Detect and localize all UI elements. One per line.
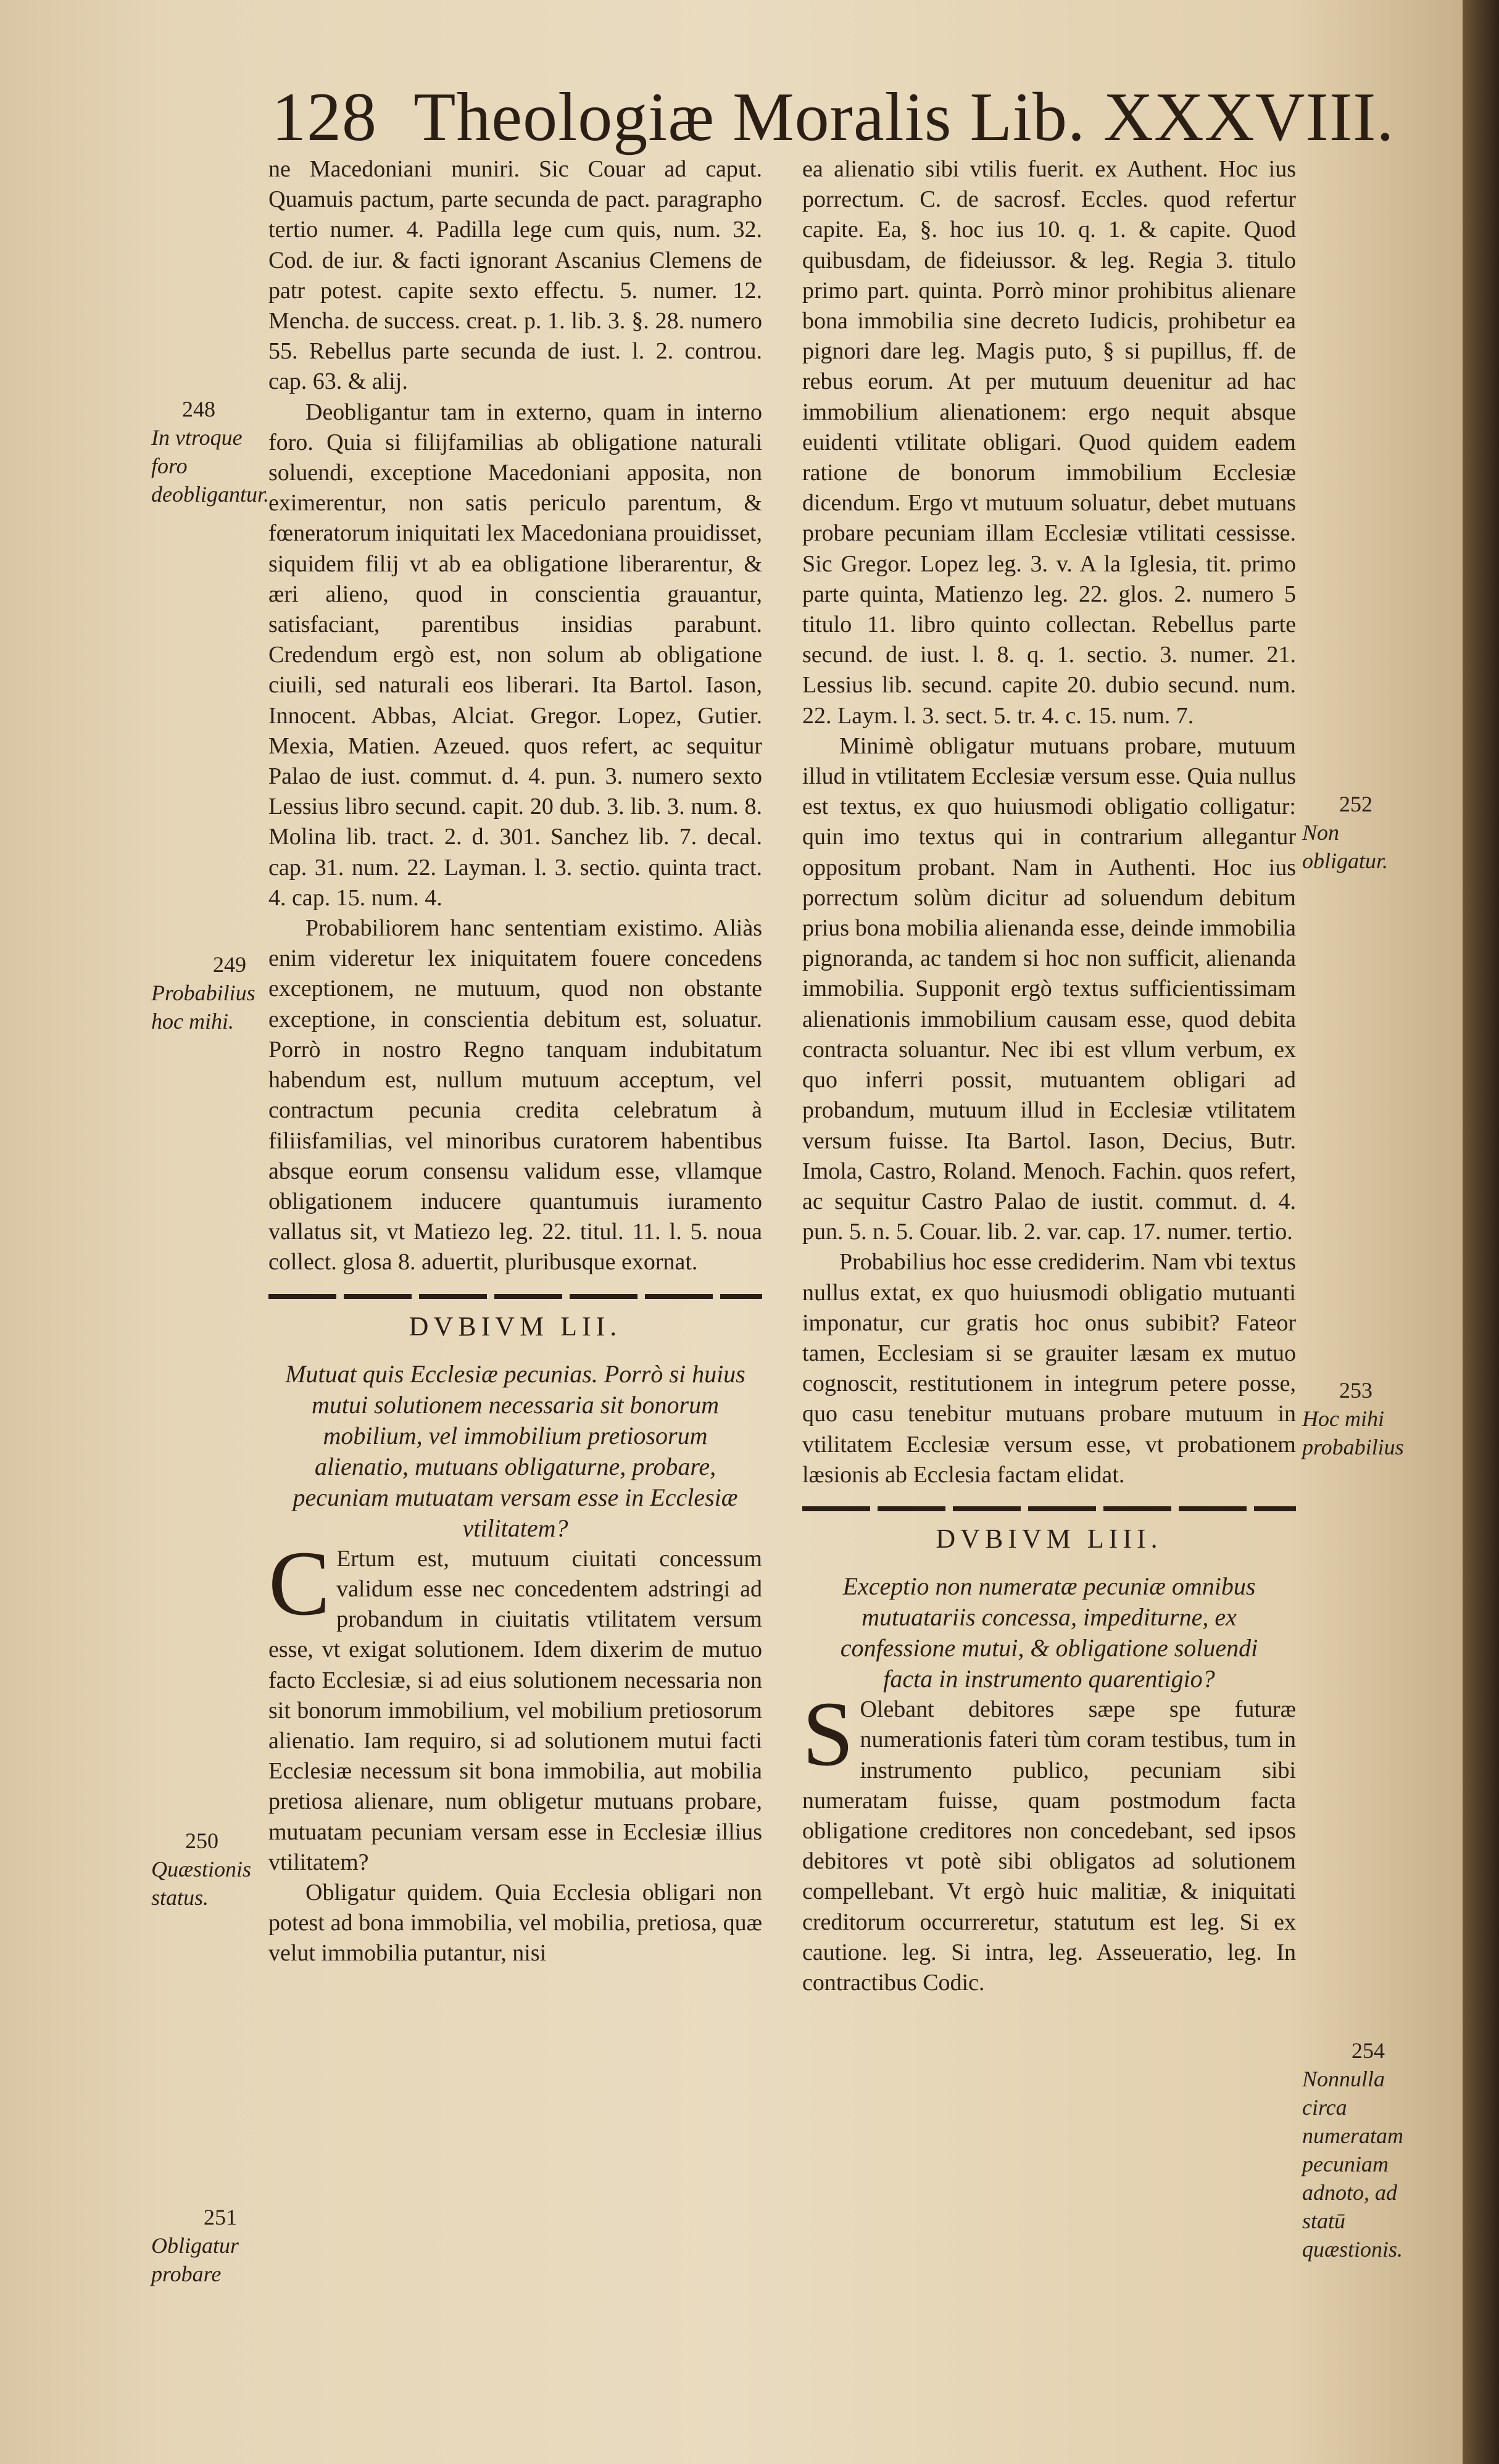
margin-note [1302,1376,1419,1461]
section-heading: DVBIVM LIII. [936,1523,1163,1554]
paragraph: S Olebant debitores sæpe spe futuræ numerationis fateri tùm coram testibus, tum in instrumento publico, pecuniam sibi numeratam fuisse, quam postmodum facta obligatione creditores non concedebant, sed ipsos debitores vt potè sibi obligatos ad solutionem compellebant. Vt ergò huic malitiæ, & iniquitati creditorum occurreretur, statutum est leg. Si ex cautione. leg. Si intra, leg. Asseueratio, leg. In contractibus Codic. [802,1683,1296,1996]
margin-number: 248 [182,397,215,421]
page-number: 128 [272,79,377,156]
margin-note [151,2203,268,2288]
margin-note [151,1827,268,1912]
section-divider [802,1506,1296,1511]
left-column [268,154,762,1969]
right-column [802,154,1296,1998]
margin-note [1302,790,1419,875]
margin-note-text: Nonnulla circa numeratam pecuniam adnoto, ad statū quæstionis. [1302,2067,1403,2262]
paragraph: C Ertum est, mutuum ciuitati concessum validum esse nec concedentem adstringi ad probandum in ciuitatis vtilitatem versum esse, vt exigat solutionem. Idem dixerim de mutuo facto Ecclesiæ, si ad eius solutionem necessaria non sit bonorum immobilium, vel mobilium pretiosorum alienatio. Iam requiro, si ad solutionem mutui facti Ecclesiæ necessum sit bona immobilia, aut mobilia pretiosa alienare, num obligetur mutuans probare, mutuatam pecuniam versam esse in Ecclesiæ illius vtilitatem? [268,1532,762,1875]
margin-note-text: Quæstionis status. [151,1857,252,1910]
paragraph: Obligatur quidem. Quia Ecclesia obligari non potest ad bona immobilia, vel mobilia, pretiosa, quæ velut immobilia putantur, nisi [268,1879,762,1967]
margin-number: 252 [1339,792,1372,816]
paragraph: ea alienatio sibi vtilis fuerit. ex Authent. Hoc ius porrectum. C. de sacrosf. Eccles. quod refertur capite. Ea, §. hoc ius 10. q. 1. & capite. Quod quibusdam, de fideiussor. & leg. Regia 3. titulo primo part. quinta. Porrò minor prohibitus alienare bona immobilia sine decreto Iudicis, prohibetur ea pignori dare leg. Magis puto, § si pupillus, ff. de rebus eorum. At per mutuum deuenitur ad hac immobilium alienationem: ergo nequit absque euidenti vtilitate obligari. Quod quidem eadem ratione de bonorum immobilium Ecclesiæ dicendum. Ergo vt mutuum soluatur, debet mutuans probare pecuniam illam Ecclesiæ vtilitati cessisse. Sic Gregor. Lopez leg. 3. v. A la Iglesia, tit. primo parte quinta, Matienzo leg. 22. glos. 2. numero 5 titulo 11. libro quinto collectan. Rebellus parte secund. de iust. l. 8. q. 1. sectio. 3. numer. 21. Lessius lib. secund. capite 20. dubio secund. num. 22. Laym. l. 3. sect. 5. tr. 4. c. 15. num. 7. [802,156,1296,729]
paragraph: Probabilius hoc esse crediderim. Nam vbi textus nullus extat, ex quo huiusmodi obligatio mutuanti imponatur, cur gratis hoc onus subibit? Fateor tamen, Ecclesiam si se grauiter læsam ex mutuo cognoscit, restitutionem in integrum petere posse, quo casu tenebitur mutuans probare mutuum in vtilitatem Ecclesiæ versum esse, vt probationem læsionis ab Ecclesia factam elidat. [802,1249,1296,1488]
section-divider [268,1294,762,1299]
margin-number: 250 [185,1828,218,1853]
running-title: Theologiæ Moralis Lib. XXXVIII. [413,79,1395,156]
paragraph: Minimè obligatur mutuans probare, mutuum illud in vtilitatem Ecclesiæ versum esse. Quia nullus est textus, ex quo huiusmodi obligatio colligatur: quin imo textus qui in contrarium allegantur oppositum probant. Nam in Authenti. Hoc ius porrectum solùm dicitur ad soluendum debitum prius bona mobilia alienanda esse, deinde immobilia pignoranda, ac tandem si hoc non sufficit, alienanda immobilia. Supponit ergò textus sufficientissimam alienationis immobilium causam esse, quod debita contracta soluantur. Nec ibi est vllum verbum, ex quo inferri possit, mutuantem obligari ad probandum, mutuum illud in Ecclesiæ vtilitatem versum fuisse. Ita Bartol. Iason, Decius, Butr. Imola, Castro, Roland. Menoch. Fachin. quos refert, ac sequitur Castro Palao de iustit. commut. d. 4. pun. 5. n. 5. Couar. lib. 2. var. cap. 17. numer. tertio. [802,732,1296,1245]
section-question: Mutuat quis Ecclesiæ pecunias. Porrò si huius mutui solutionem necessaria sit bonorum mobilium, vel immobilium pretiosorum alienatio, mutuans obligaturne, probare, pecuniam mutuatam versam esse in Ecclesiæ vtilitatem? [285,1359,745,1542]
section-heading: DVBIVM LII. [409,1311,622,1342]
margin-note-text: Hoc mihi probabilius [1302,1406,1404,1459]
margin-note-text: In vtroque foro deobligantur. [151,425,270,507]
paragraph: ne Macedoniani muniri. Sic Couar ad caput. Quamuis pactum, parte secunda de pact. paragrapho tertio numer. 4. Padilla lege cum quis, num. 32. Cod. de iur. & facti ignorant Ascanius Clemens de patr potest. capite sexto effectu. 5. numer. 12. Mencha. de success. creat. p. 1. lib. 3. §. 28. numero 55. Rebellus parte secunda de iust. l. 2. controu. cap. 63. & alij. [268,156,762,395]
margin-number: 251 [204,2205,237,2230]
drop-cap: S [802,1683,854,1786]
margin-note [151,950,268,1035]
running-header [272,74,1395,160]
drop-cap: C [268,1532,331,1635]
margin-note-text: Non obligatur. [1302,820,1389,873]
margin-note-text: Obligatur probare [151,2233,239,2286]
margin-note-text: Probabilius hoc mihi. [151,981,255,1034]
paragraph: Probabiliorem hanc sententiam existimo. Aliàs enim videretur lex iniquitatem fouere concedens exceptionem, ne mutuum, quod non obstante exceptione, in conscientia debitum est, soluatur. Porrò in nostro Regno tanquam indubitatum habendum est, nullum mutuum acceptum, vel contractum pecunia credita celebratum à filiisfamilias, vel minoribus curatorem habentibus absque eorum consensu validum esse, vllamque obligationem inducere quantumuis iuramento vallatus sit, vt Matiezo leg. 22. titul. 11. l. 5. noua collect. glosa 8. aduertit, pluribusque exornat. [268,915,762,1276]
margin-number: 254 [1352,2038,1385,2063]
section-question: Exceptio non numeratæ pecuniæ omnibus mutuatariis concessa, impediturne, ex confessione mutui, & obligatione soluendi facta in instrumento quarentigio? [840,1572,1258,1693]
margin-note [1302,2036,1419,2263]
paragraph: Deobligantur tam in externo, quam in interno foro. Quia si filijfamilias ab obligatione naturali soluendi, exceptione Macedoniani apposita, non eximerentur, non satis periculo parentum, & fœneratorum iniquitati lex Macedoniana prouidisset, siquidem filij vt ab ea obligatione liberarentur, & æri alieno, quod in conscientia grauantur, satisfaciant, parentibus insidias parabunt. Credendum ergò est, non solum ab obligatione ciuili, sed naturali eos liberari. Ita Bartol. Iason, Innocent. Abbas, Alciat. Gregor. Lopez, Gutier. Mexia, Matien. Azeued. quos refert, ac sequitur Palao de iust. commut. d. 4. pun. 3. numero sexto Lessius libro secund. capit. 20 dub. 3. lib. 3. num. 8. Molina lib. tract. 2. d. 301. Sanchez lib. 7. decal. cap. 31. num. 22. Layman. l. 3. sectio. quinta tract. 4. cap. 15. num. 4. [268,399,762,911]
margin-note [151,395,268,508]
margin-number: 253 [1339,1378,1372,1403]
page-edge-shadow [1463,0,1499,2464]
margin-number: 249 [213,952,246,977]
